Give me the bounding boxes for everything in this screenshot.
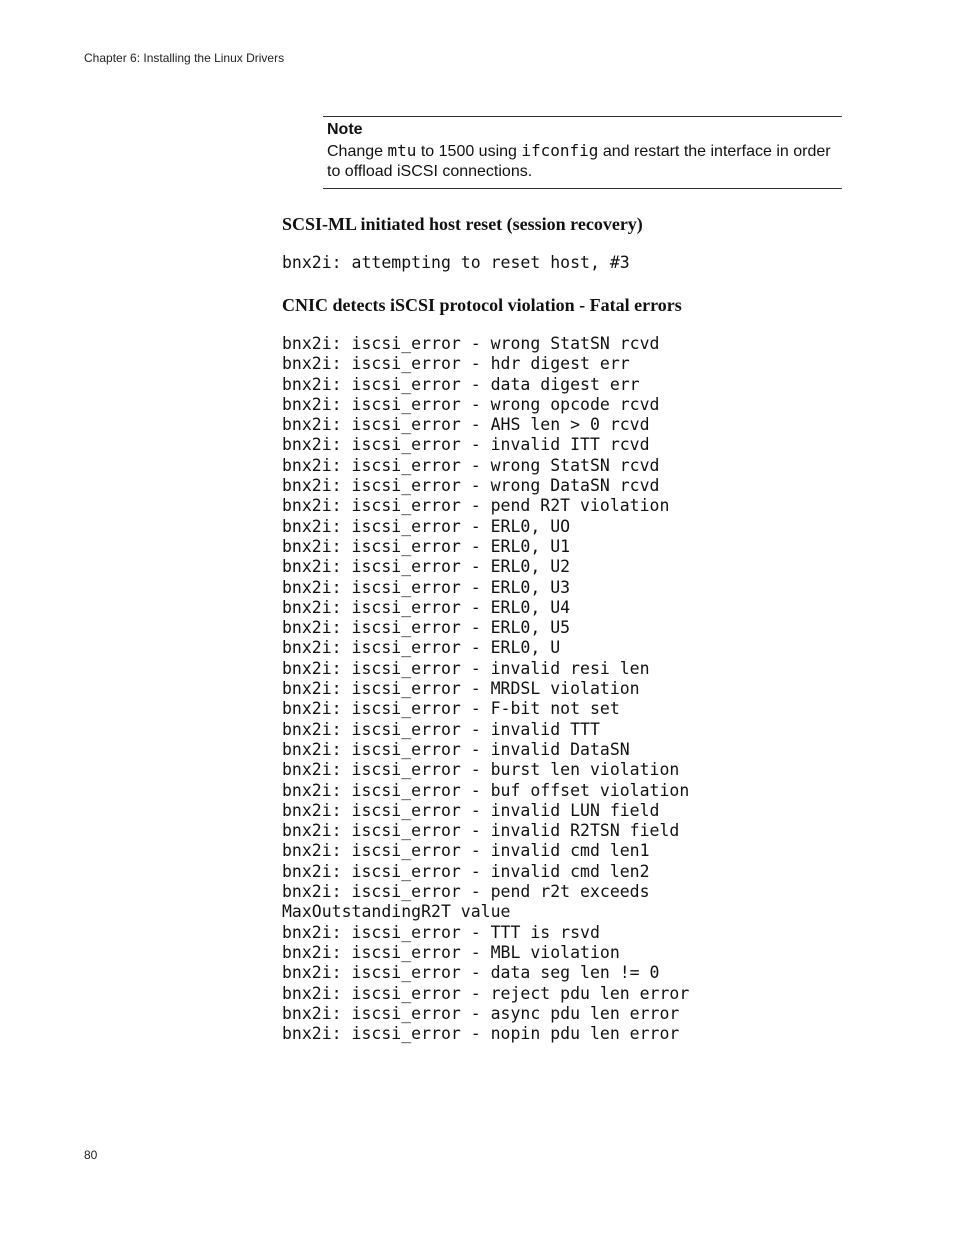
code-block-fatal-errors xyxy=(282,334,689,1044)
code-line: bnx2i: iscsi_error - data seg len != 0 xyxy=(282,963,660,983)
code-line: bnx2i: iscsi_error - pend r2t exceeds xyxy=(282,882,650,902)
note-code-mtu: mtu xyxy=(387,141,417,160)
code-line: bnx2i: iscsi_error - MRDSL violation xyxy=(282,679,640,699)
code-line: bnx2i: iscsi_error - wrong StatSN rcvd xyxy=(282,455,660,475)
note-text-1: Change xyxy=(327,143,388,160)
code-line: bnx2i: iscsi_error - wrong opcode rcvd xyxy=(282,394,660,414)
code-line: bnx2i: iscsi_error - data digest err xyxy=(282,374,640,394)
code-line: bnx2i: iscsi_error - ERL0, U1 xyxy=(282,536,571,556)
code-line: bnx2i: iscsi_error - async pdu len error xyxy=(282,1003,680,1023)
code-line: bnx2i: iscsi_error - invalid LUN field xyxy=(282,800,660,820)
code-line: bnx2i: iscsi_error - ERL0, U5 xyxy=(282,618,571,638)
code-line: bnx2i: iscsi_error - ERL0, U xyxy=(282,638,561,658)
note-text-2: to 1500 using xyxy=(416,143,522,160)
code-line: bnx2i: iscsi_error - ERL0, U3 xyxy=(282,577,571,597)
code-line: bnx2i: iscsi_error - invalid ITT rcvd xyxy=(282,435,650,455)
code-block-host-reset xyxy=(282,253,630,273)
code-line: bnx2i: iscsi_error - burst len violation xyxy=(282,760,680,780)
code-line: bnx2i: iscsi_error - AHS len > 0 rcvd xyxy=(282,415,650,435)
note-title: Note xyxy=(327,121,363,138)
code-line: bnx2i: iscsi_error - ERL0, U2 xyxy=(282,557,571,577)
code-line: bnx2i: iscsi_error - invalid resi len xyxy=(282,658,650,678)
note-body xyxy=(327,141,832,182)
code-line: bnx2i: iscsi_error - F-bit not set xyxy=(282,699,620,719)
code-line: bnx2i: iscsi_error - wrong DataSN rcvd xyxy=(282,476,660,496)
code-line: bnx2i: iscsi_error - invalid cmd len1 xyxy=(282,841,650,861)
code-line: bnx2i: iscsi_error - TTT is rsvd xyxy=(282,922,600,942)
page-number: 80 xyxy=(84,1148,98,1162)
code-line: bnx2i: iscsi_error - ERL0, U4 xyxy=(282,597,571,617)
section-heading-host-reset: SCSI-ML initiated host reset (session recovery) xyxy=(282,214,643,234)
running-header: Chapter 6: Installing the Linux Drivers xyxy=(84,51,285,65)
code-line: bnx2i: iscsi_error - MBL violation xyxy=(282,942,620,962)
code-line: bnx2i: attempting to reset host, #3 xyxy=(282,253,630,272)
code-line: bnx2i: iscsi_error - invalid R2TSN field xyxy=(282,821,680,841)
code-line: bnx2i: iscsi_error - invalid DataSN xyxy=(282,739,630,759)
code-line: bnx2i: iscsi_error - pend R2T violation xyxy=(282,496,670,516)
code-line: bnx2i: iscsi_error - buf offset violation xyxy=(282,780,690,800)
note-box xyxy=(323,116,842,189)
code-line: bnx2i: iscsi_error - reject pdu len error xyxy=(282,983,690,1003)
code-line: bnx2i: iscsi_error - invalid cmd len2 xyxy=(282,861,650,881)
code-line: bnx2i: iscsi_error - hdr digest err xyxy=(282,354,630,374)
section-heading-fatal-errors: CNIC detects iSCSI protocol violation - Fatal errors xyxy=(282,295,682,315)
code-line: MaxOutstandingR2T value xyxy=(282,902,511,922)
note-text-3: and restart the interface in order to offload iSCSI connections. xyxy=(327,143,831,180)
code-line: bnx2i: iscsi_error - ERL0, UO xyxy=(282,516,571,536)
code-line: bnx2i: iscsi_error - nopin pdu len error xyxy=(282,1024,680,1044)
note-code-ifconfig: ifconfig xyxy=(521,141,599,160)
code-line: bnx2i: iscsi_error - wrong StatSN rcvd xyxy=(282,334,660,353)
code-line: bnx2i: iscsi_error - invalid TTT xyxy=(282,719,600,739)
